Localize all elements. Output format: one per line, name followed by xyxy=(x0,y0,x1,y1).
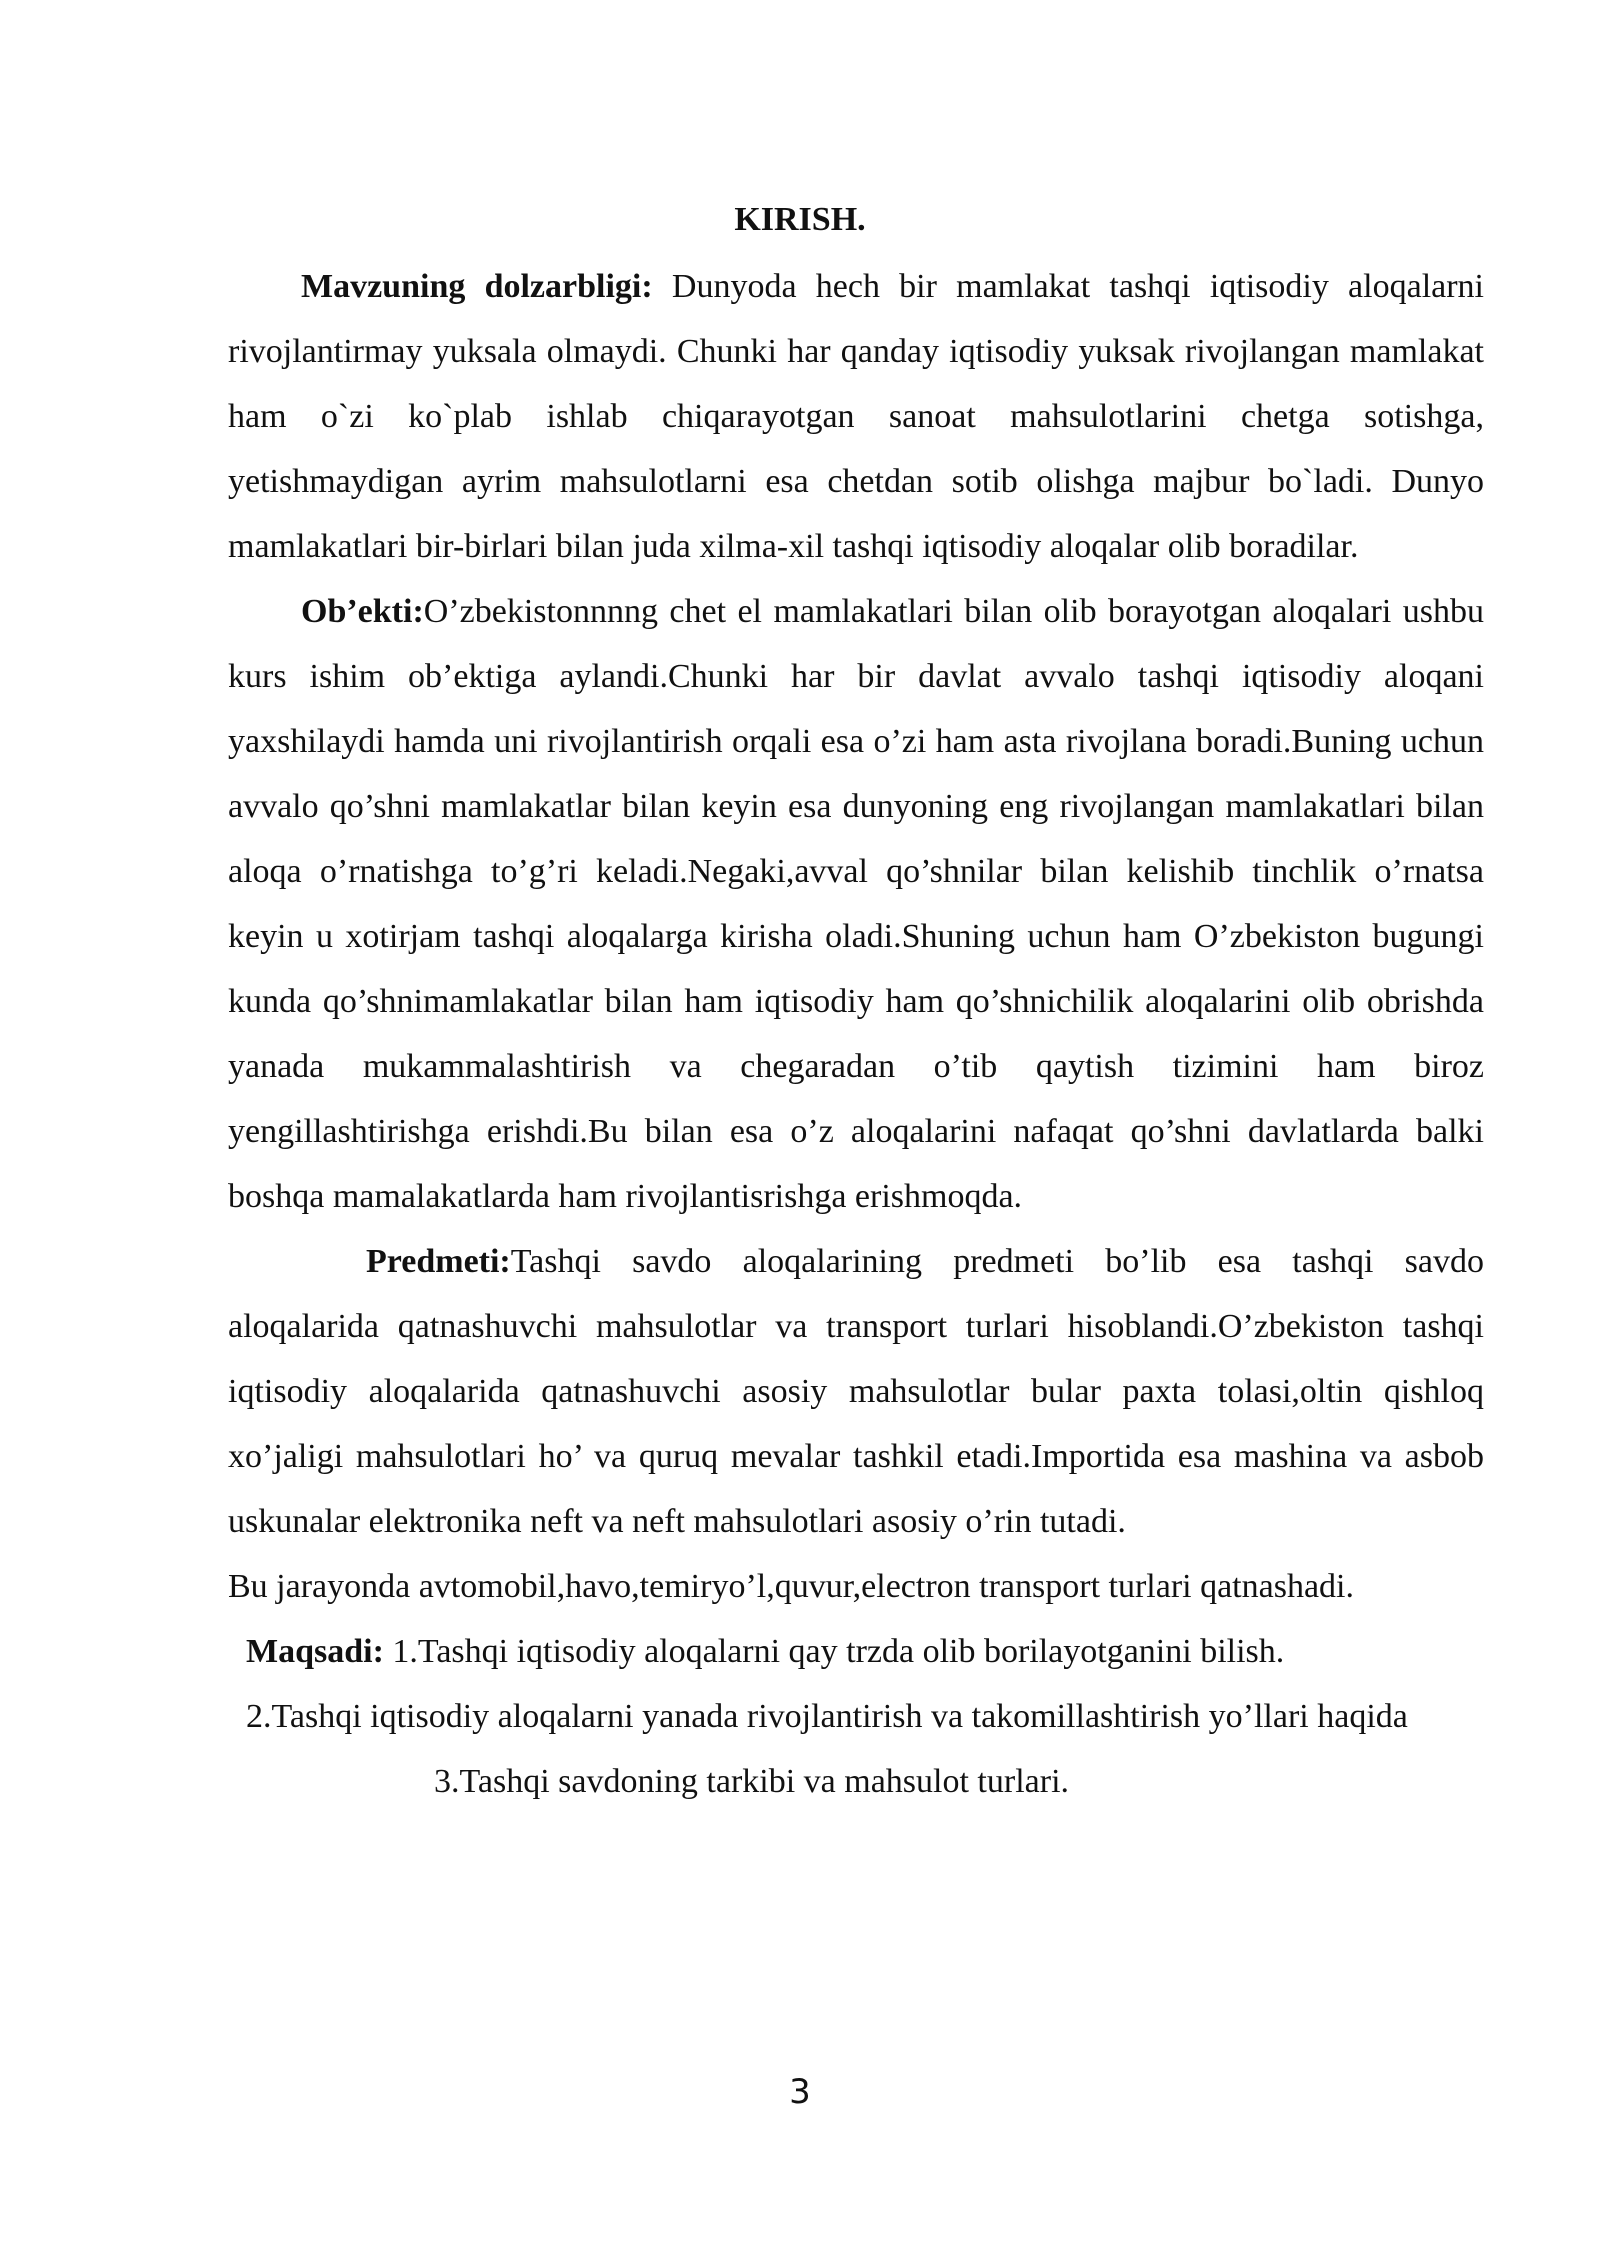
paragraph-relevance xyxy=(228,254,1484,579)
document-body xyxy=(228,254,1484,1814)
subject-label: Predmeti: xyxy=(366,1243,511,1280)
goal-item-1: 1.Tashqi iqtisodiy aloqalarni qay trzda olib borilayotganini bilish. xyxy=(383,1633,1285,1670)
page-number: 3 xyxy=(789,2072,811,2112)
object-text: O’zbekistonnnng chet el mamlakatlari bilan olib borayotgan aloqalari ushbu kurs ishim ob’ektiga aylandi.Chunki har bir davlat avvalo tashqi iqtisodiy aloqani yaxshilaydi hamda uni rivojlantirish orqali esa o’zi ham asta rivojlana boradi.Buning uchun avvalo qo’shni mamlakatlar bilan keyin esa dunyoning eng rivojlangan mamlakatlari bilan aloqa o’rnatishga to’g’ri keladi.Negaki,avval qo’shnilar bilan kelishib tinchlik o’rnatsa keyin u xotirjam tashqi aloqalarga kirisha oladi.Shuning uchun ham O’zbekiston bugungi kunda qo’shnimamlakatlar bilan ham iqtisodiy ham qo’shnichilik aloqalarini olib obrishda yanada mukammalashtirish va chegaradan o’tib qaytish tizimini ham biroz yengillashtirishga erishdi.Bu bilan esa o’z aloqalarini nafaqat qo’shni davlatlarda balki boshqa mamalakatlarda ham rivojlantisrishga erishmoqda. xyxy=(228,593,1484,1215)
object-label: Ob’ekti: xyxy=(301,593,424,630)
transport-text: Bu jarayonda avtomobil,havo,temiryo’l,quvur,electron transport turlari qatnashadi. xyxy=(228,1568,1354,1605)
goal-item-3: 3.Tashqi savdoning tarkibi va mahsulot turlari. xyxy=(434,1763,1070,1800)
page-title: KIRISH. xyxy=(734,201,866,238)
paragraph-goal xyxy=(228,1619,1484,1684)
relevance-text: Dunyoda hech bir mamlakat tashqi iqtisodiy aloqalarni rivojlantirmay yuksala olmaydi. Chunki har qanday iqtisodiy yuksak rivojlangan mamlakat ham o`zi ko`plab ishlab chiqarayotgan sanoat mahsulotlarini chetga sotishga, yetishmaydigan ayrim mahsulotlarni esa chetdan sotib olishga majbur bo`ladi. Dunyo mamlakatlari bir-birlari bilan juda xilma-xil tashqi iqtisodiy aloqalar olib boradilar. xyxy=(228,268,1484,565)
goal-label: Maqsadi: xyxy=(246,1633,384,1670)
paragraph-subject xyxy=(228,1229,1484,1554)
subject-text: Tashqi savdo aloqalarining predmeti bo’lib esa tashqi savdo aloqalarida qatnashuvchi mahsulotlar va transport turlari hisoblandi.O’zbekiston tashqi iqtisodiy aloqalarida qatnashuvchi asosiy mahsulotlar bular paxta tolasi,oltin qishloq xo’jaligi mahsulotlari ho’ va quruq mevalar tashkil etadi.Importida esa mashina va asbob uskunalar elektronika neft va neft mahsulotlari asosiy o’rin tutadi. xyxy=(228,1243,1484,1540)
relevance-label: Mavzuning dolzarbligi: xyxy=(301,268,653,305)
paragraph-goal-3 xyxy=(228,1749,1484,1814)
goal-item-2: 2.Tashqi iqtisodiy aloqalarni yanada rivojlantirish va takomillashtirish yo’llari haqida xyxy=(246,1698,1408,1735)
paragraph-goal-2 xyxy=(228,1684,1484,1749)
paragraph-object xyxy=(228,579,1484,1229)
paragraph-transport xyxy=(228,1554,1484,1619)
